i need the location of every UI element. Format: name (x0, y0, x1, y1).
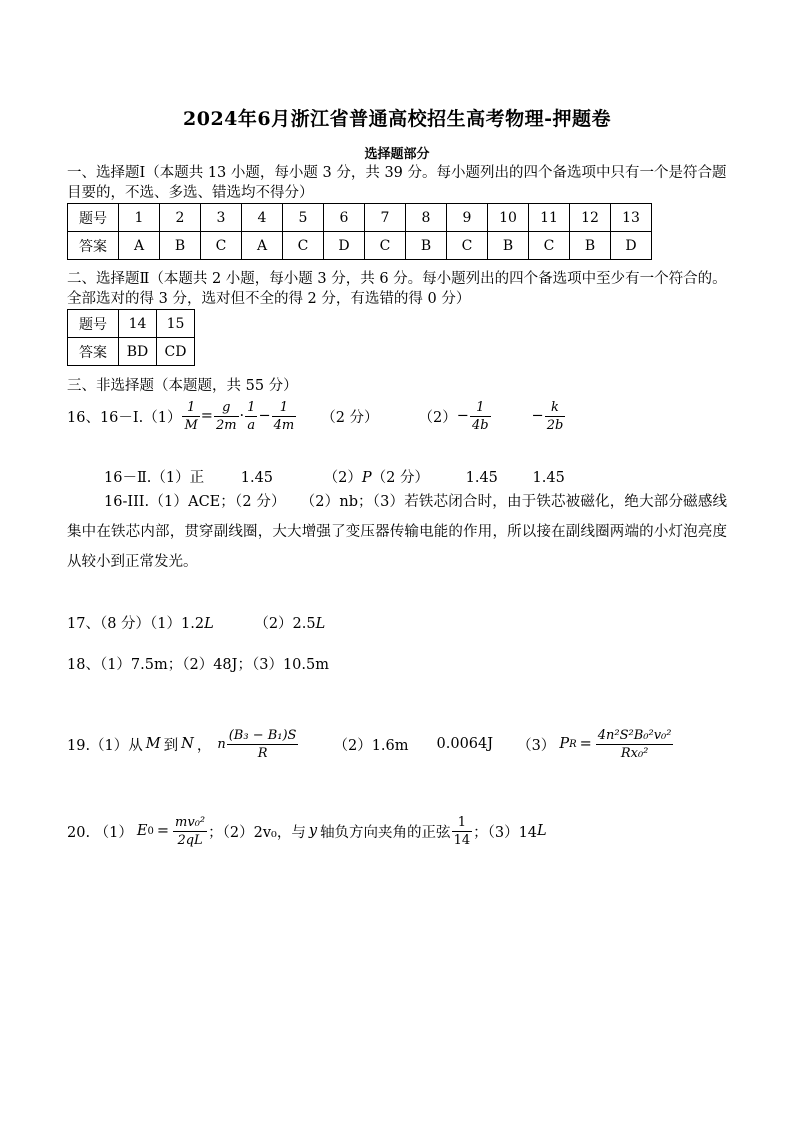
question-number-cell: 2 (160, 204, 201, 232)
q19-line (67, 724, 674, 764)
q18-line: 18、（1）7.5m；（2）48J；（3）10.5m (67, 657, 329, 673)
answer-cell: A (119, 232, 160, 260)
question-number-cell: 1 (119, 204, 160, 232)
q19-value-energy: 0.0064J (436, 736, 494, 752)
q20-direction-text: 轴负方向夹角的正弦 (320, 824, 451, 841)
row-label-number: 题号 (68, 310, 119, 338)
minus-sign: − (531, 408, 544, 424)
question-number-cell: 6 (324, 204, 365, 232)
question-number-cell: 3 (201, 204, 242, 232)
q16-ii-part2: （2） (323, 470, 362, 486)
q16-i-line (67, 396, 566, 436)
section2-heading: 二、选择题Ⅱ（本题共 2 小题，每小题 3 分，共 6 分。每小题列出的四个备选项中至少有一个符合的。全部选对的得 3 分，选对但不全的得 2 分，有选错的得 0 分） (67, 271, 727, 307)
symbol-y: y (308, 823, 318, 839)
question-number-cell: 5 (283, 204, 324, 232)
q19-comma: ， (196, 737, 212, 754)
fraction-1-over-4m: $\frac{1}{4m}$ (273, 399, 295, 433)
answer-cell: C (283, 232, 324, 260)
symbol-n: n (217, 736, 226, 752)
q17-part2: （2）2.5 (254, 616, 316, 632)
answer-cell: B (570, 232, 611, 260)
section1-heading: 一、选择题Ⅰ（本题共 13 小题，每小题 3 分，共 39 分。每小题列出的四个备选项中只有一个是符合题目要的，不选、多选、错选均不得分） (67, 165, 727, 201)
symbol-E: E (136, 823, 148, 839)
dot-operator: · (239, 408, 245, 424)
answer-cell: CD (157, 338, 195, 366)
q17-part1: 17、（8 分）（1）1.2 (67, 616, 205, 632)
row-label-answer: 答案 (68, 232, 119, 260)
question-number-cell: 15 (157, 310, 195, 338)
symbol-L: L (537, 823, 547, 839)
q16-iii-paragraph: 16-III.（1）ACE；（2 分） （2）nb；（3）若铁芯闭合时，由于铁芯被磁化，绝大部分磁感线集中在铁芯内部，贯穿副线圈，大大增强了变压器传输电能的作用，所以接在副线圈两端的小灯泡亮度从较小到正常发光。 (67, 494, 727, 570)
q19-part3: （3） (517, 737, 556, 754)
q16-ii-symbol-p: P (361, 470, 372, 486)
question-number-cell: 14 (119, 310, 157, 338)
symbol-L: L (204, 616, 214, 632)
subscript-R: R (569, 738, 577, 750)
answer-table-1 (67, 203, 652, 260)
question-number-cell: 8 (406, 204, 447, 232)
minus-sign: − (456, 408, 469, 424)
question-number-cell: 10 (488, 204, 529, 232)
q20-part1: 20. （1） (67, 824, 133, 841)
fraction-1-over-a: $\frac{1}{a}$ (247, 399, 256, 433)
fraction-g-over-2m: $\frac{g}{2m}$ (215, 399, 237, 433)
q20-line (67, 811, 547, 851)
q16-prefix: 16、16－Ⅰ.（1） (67, 409, 182, 426)
q19-part2: （2）1.6m (333, 737, 409, 754)
answer-cell: C (201, 232, 242, 260)
symbol-L: L (315, 616, 326, 632)
answer-cell: C (529, 232, 570, 260)
answer-cell: D (324, 232, 365, 260)
equals-sign: = (579, 736, 592, 752)
answer-cell: BD (119, 338, 157, 366)
question-number-cell: 11 (529, 204, 570, 232)
equals-sign: = (200, 408, 213, 424)
fraction-1-over-4b: $\frac{1}{4b}$ (471, 399, 489, 433)
q20-part2: ；（2）2v₀，与 (208, 824, 306, 841)
page-title: 2024年6月浙江省普通高校招生高考物理-押题卷 (183, 108, 611, 130)
minus-sign: − (258, 408, 271, 424)
fraction-flux-over-R: $\frac{\text{(B₃ − B₁)S}}{R}$ (228, 727, 297, 761)
equals-sign: = (156, 823, 170, 839)
q16-ii-value3: 1.45 (532, 470, 565, 486)
answer-cell: B (160, 232, 201, 260)
q16-ii-value1: 1.45 (240, 470, 274, 486)
q16-ii-value2: 1.45 (465, 470, 498, 486)
symbol-P: P (559, 736, 570, 752)
q16-ii-line (104, 466, 565, 487)
question-number-cell: 9 (447, 204, 488, 232)
fraction-k-over-2b: $\frac{k}{2b}$ (546, 399, 564, 433)
q16-ii-part1: 16－Ⅱ.（1）正 (104, 470, 205, 486)
subscript-0: 0 (147, 825, 154, 837)
question-number-cell: 4 (242, 204, 283, 232)
answer-cell: C (447, 232, 488, 260)
row-label-number: 题号 (68, 204, 119, 232)
fraction-power-formula: $\frac{\text{4n²S²B₀²v₀²}}{\text{Rx₀²}}$ (597, 727, 672, 761)
q16-score: （2 分） (321, 409, 379, 426)
question-number-cell: 13 (611, 204, 652, 232)
q17-line (67, 612, 325, 633)
symbol-M: M (145, 736, 161, 752)
q20-part3: ；（3）14 (473, 824, 538, 841)
section-subtitle: 选择题部分 (364, 147, 430, 162)
answer-cell: B (488, 232, 529, 260)
question-number-cell: 12 (570, 204, 611, 232)
q19-part1: 19.（1）从 (67, 737, 143, 754)
answer-cell: A (242, 232, 283, 260)
answer-table-2 (67, 309, 195, 366)
fraction-1-over-14: $\frac{1}{14}$ (453, 814, 471, 848)
answer-cell: C (365, 232, 406, 260)
q16-part2: （2） (418, 409, 457, 426)
fraction-1-over-M: $\frac{1}{M}$ (184, 399, 198, 433)
symbol-N: N (181, 736, 194, 752)
q16-ii-score: （2 分） (371, 470, 429, 486)
q19-to: 到 (163, 737, 179, 754)
section3-heading: 三、非选择题（本题题，共 55 分） (67, 378, 298, 394)
fraction-mv2-over-2qL: $\frac{\text{mv₀²}}{2qL}$ (175, 814, 206, 848)
row-label-answer: 答案 (68, 338, 119, 366)
question-number-cell: 7 (365, 204, 406, 232)
answer-cell: B (406, 232, 447, 260)
answer-cell: D (611, 232, 652, 260)
